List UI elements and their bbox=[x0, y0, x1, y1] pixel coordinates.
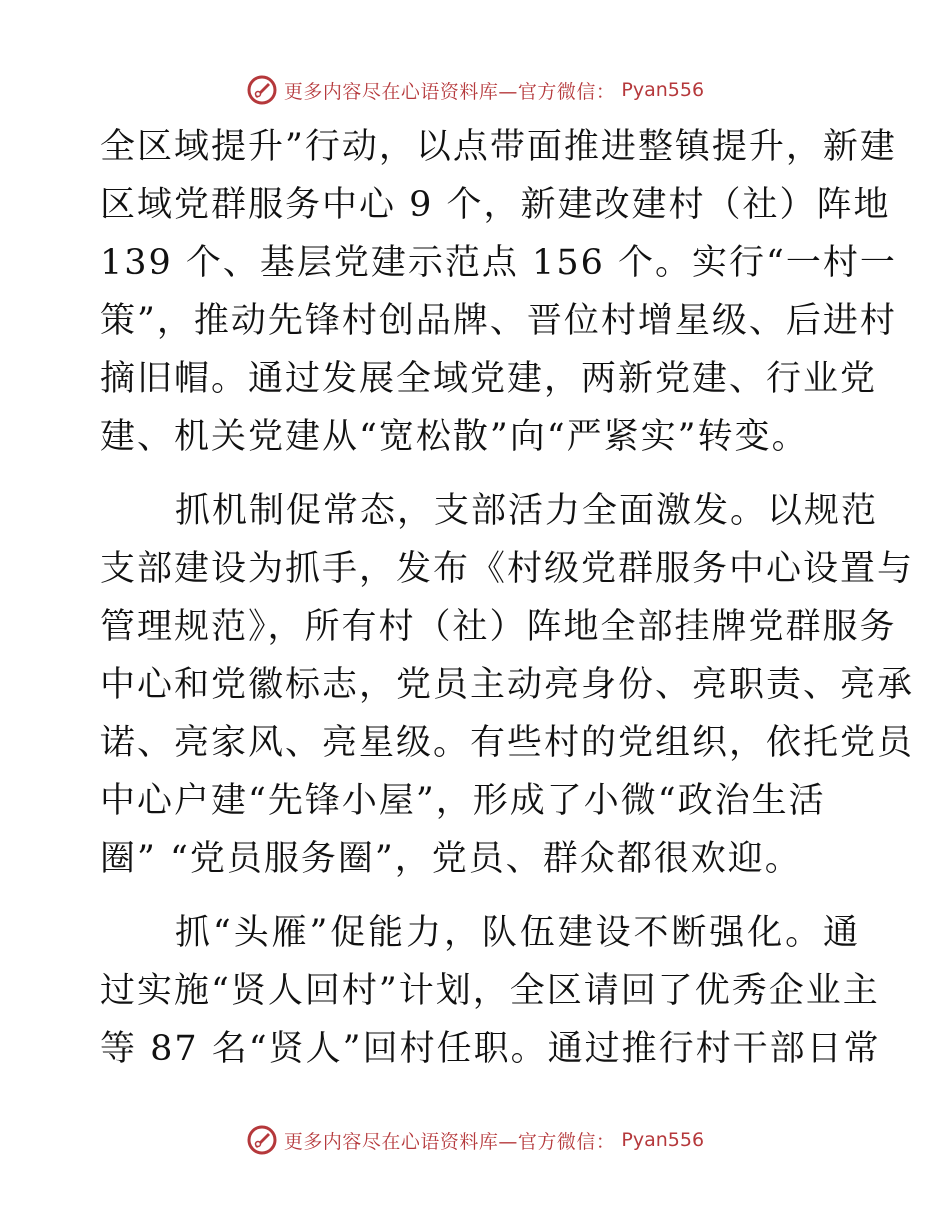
footer-watermark bbox=[0, 1120, 950, 1160]
watermark-wechat-id: Pyan556 bbox=[621, 79, 705, 101]
text-line: 过实施“贤人回村”计划，全区请回了优秀企业主 bbox=[100, 971, 880, 1011]
paragraph bbox=[100, 904, 881, 1078]
text-line: 管理规范》，所有村（社）阵地全部挂牌党群服务 bbox=[100, 607, 897, 647]
watermark-text: 更多内容尽在心语资料库—官方微信： bbox=[283, 80, 616, 103]
text-line: 139 个、基层党建示范点 156 个。实行“一村一 bbox=[100, 243, 897, 283]
seal-logo-icon bbox=[246, 1124, 278, 1156]
watermark-wechat-id: Pyan556 bbox=[621, 1129, 705, 1151]
text-line: 抓机制促常态，支部活力全面激发。以规范 bbox=[175, 491, 879, 531]
text-line: 全区域提升”行动，以点带面推进整镇提升，新建 bbox=[100, 127, 897, 167]
paragraph bbox=[100, 482, 915, 888]
text-line: 抓“头雁”促能力，队伍建设不断强化。通 bbox=[175, 913, 860, 953]
text-line: 摘旧帽。通过发展全域党建，两新党建、行业党 bbox=[100, 359, 878, 399]
paragraph bbox=[100, 118, 897, 466]
text-line: 圈” “党员服务圈”，党员、群众都很欢迎。 bbox=[100, 839, 802, 879]
text-line: 诺、亮家风、亮星级。有些村的党组织，依托党员 bbox=[100, 723, 915, 763]
text-line: 支部建设为抓手，发布《村级党群服务中心设置与 bbox=[100, 549, 915, 589]
document-body bbox=[100, 118, 915, 1078]
text-line: 策”，推动先锋村创品牌、晋位村增星级、后进村 bbox=[100, 301, 897, 341]
text-line: 中心和党徽标志，党员主动亮身份、亮职责、亮承 bbox=[100, 665, 915, 705]
text-line: 建、机关党建从“宽松散”向“严紧实”转变。 bbox=[100, 417, 809, 457]
seal-logo-icon bbox=[246, 74, 278, 106]
header-watermark bbox=[0, 70, 950, 110]
text-line: 等 87 名“贤人”回村任职。通过推行村干部日常 bbox=[100, 1029, 881, 1069]
text-line: 区域党群服务中心 9 个，新建改建村（社）阵地 bbox=[100, 185, 891, 225]
watermark-text: 更多内容尽在心语资料库—官方微信： bbox=[283, 1130, 616, 1153]
text-line: 中心户建“先锋小屋”，形成了小微“政治生活 bbox=[100, 781, 826, 821]
